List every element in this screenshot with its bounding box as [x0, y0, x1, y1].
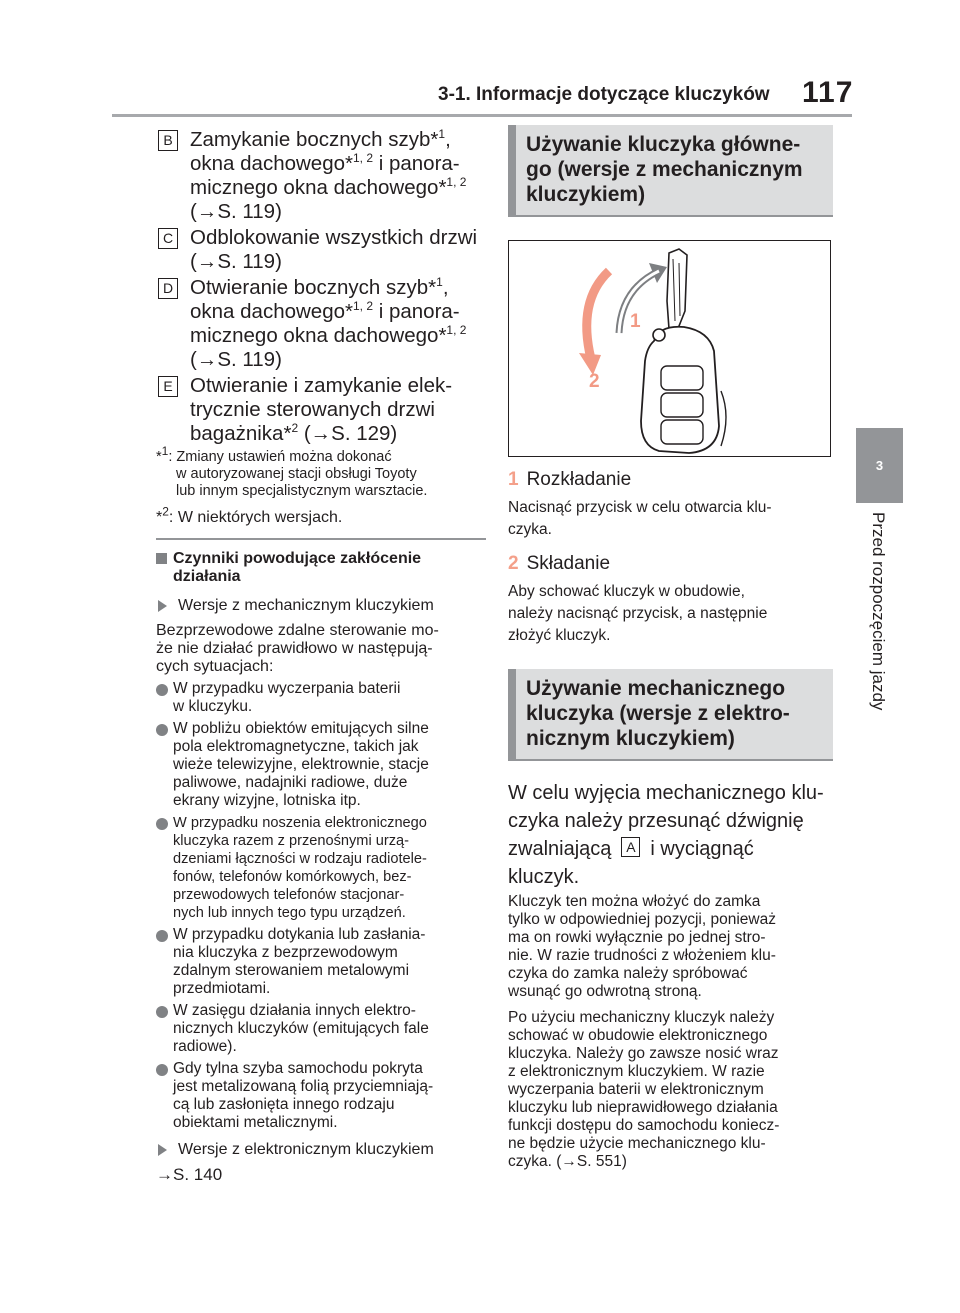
list-item-c — [156, 226, 486, 274]
list-item: Gdy tylna szyba samochodu pokryta jest metalizowaną folią przyciemniają- cą lub zasłonięta innego rodzaju obiektami metalicznymi. — [156, 1060, 486, 1132]
section-divider — [156, 538, 486, 540]
bullet-list — [156, 680, 486, 1132]
item-line: Zamykanie bocznych szyb*$^1$, — [190, 127, 451, 151]
chapter-label: Przed rozpoczęciem jazdy — [869, 512, 888, 711]
letter-marker: E — [158, 376, 178, 397]
chapter-tab — [856, 428, 903, 503]
triangle-arrow-icon — [158, 1144, 167, 1156]
electronic-key-reference: →S. 140 — [156, 1164, 223, 1184]
list-item-e — [156, 374, 486, 446]
paragraph-insertion: Kluczyk ten można włożyć do zamka tylko w odpowiedniej pozycji, ponieważ ma on rowki wyłącznie po jednej stro- nie. W razie trudności z włożeniem klu- czyka do zamka należy spróbować wsunąć go odwrotną stroną. — [508, 893, 776, 1000]
lock-button-icon — [661, 366, 703, 390]
letter-marker: D — [158, 278, 178, 299]
left-column — [156, 128, 486, 1184]
paragraph-storage: Po użyciu mechaniczny kluczyk należy schować w obudowie elektronicznego kluczyka. Należy go zawsze nosić wraz z elektronicznym kluczykiem. W razie wyczerpania baterii w elektronicznym kluczyku lub nieprawidłowego działania funkcji dostępu do samochodu koniecz- ne będzie użycie mechanicznego klu- czyka. (→S. 551) — [508, 1009, 780, 1170]
step-number: 1 — [508, 469, 519, 490]
fold-arrow-icon — [587, 271, 609, 359]
section-heading-mechanical-key: Używanie mechanicznego kluczyka (wersje z elektro- nicznym kluczykiem) — [508, 669, 833, 759]
list-item-b — [156, 128, 486, 224]
list-item-d — [156, 276, 486, 372]
item-ref: (→S. 119) — [190, 200, 282, 223]
page-number: 117 — [802, 76, 854, 109]
letter-marker: B — [158, 130, 178, 151]
trunk-button-icon — [661, 420, 703, 444]
triangle-arrow-icon — [158, 600, 167, 612]
item-line: Odblokowanie wszystkich drzwi — [190, 226, 478, 249]
dot-bullet-icon — [156, 1006, 168, 1018]
list-item: W zasięgu działania innych elektro- nicznych kluczyków (emitujących fale radiowe). — [156, 1002, 486, 1056]
square-bullet-icon — [156, 553, 167, 564]
step-number: 2 — [508, 553, 519, 574]
step-fold — [508, 553, 833, 575]
item-ref: (→S. 119) — [190, 250, 282, 273]
dot-bullet-icon — [156, 1064, 168, 1076]
item-line: okna dachowego*$^{1, 2}$ i panora- — [190, 151, 460, 175]
mechanical-key-heading: Wersje z mechanicznym kluczykiem — [156, 596, 486, 616]
dot-bullet-icon — [156, 930, 168, 942]
step-description: Nacisnąć przycisk w celu otwarcia klu- czyka. — [508, 499, 772, 538]
item-ref: (→S. 119) — [190, 348, 282, 371]
list-item: W przypadku dotykania lub zasłania- nia kluczyka z bezprzewodowym zdalnym sterowaniem metalowymi przedmiotami. — [156, 926, 486, 998]
release-button-icon — [653, 329, 665, 341]
dot-bullet-icon — [156, 724, 168, 736]
list-item: W pobliżu obiektów emitujących silne pola elektromagnetyczne, takich jak wieże telewizyjne, elektrownie, stacje paliwowe, nadajniki radiowe, duże ekrany wizyjne, lotniska itp. — [156, 720, 486, 810]
step-title: Składanie — [526, 553, 611, 574]
key-blade-icon — [667, 249, 687, 331]
right-column — [508, 125, 833, 1171]
step-unfold — [508, 469, 833, 491]
letter-marker: C — [158, 228, 178, 249]
item-line: trycznie sterowanych drzwi — [190, 398, 435, 421]
intro-paragraph: Bezprzewodowe zdalne sterowanie mo- że nie działać prawidłowo w następują- cych sytuacjach: — [156, 621, 439, 675]
footnote-1: *$^1$: Zmiany ustawień można dokonać w autoryzowanej stacji obsługi Toyoty lub innym specjalistycznym warsztacie. — [156, 444, 428, 499]
chapter-number: 3 — [875, 458, 884, 473]
step-description: Aby schować kluczyk w obudowie, należy nacisnąć przycisk, a następnie złożyć kluczyk. — [508, 583, 768, 644]
item-line: Otwieranie bocznych szyb*$^1$, — [190, 275, 449, 299]
header-divider — [112, 114, 852, 117]
footnote-2: *$^2$: W niektórych wersjach. — [156, 504, 343, 526]
item-line: micznego okna dachowego*$^{1, 2}$ — [190, 323, 467, 347]
section-heading-main-key: Używanie kluczyka główne- go (wersje z mechanicznym kluczykiem) — [508, 125, 833, 215]
item-line: micznego okna dachowego*$^{1, 2}$ — [190, 175, 467, 199]
letter-marker: A — [621, 837, 640, 857]
item-line: Otwieranie i zamykanie elek- — [190, 374, 453, 397]
figure-label-1: 1 — [630, 311, 641, 332]
flip-key-diagram — [509, 241, 830, 456]
list-item: W przypadku noszenia elektronicznego kluczyka razem z przenośnymi urzą- dzeniami łączności w rodzaju radiotele- fonów, telefonów komórkowych, bez- przewodowych telefonów stacjonar- nych lub innych tego typu urządzeń. — [156, 814, 486, 922]
item-line: okna dachowego*$^{1, 2}$ i panora- — [190, 299, 460, 323]
item-line: bagażnika*$^2$ (→S. 129) — [190, 421, 398, 445]
step-title: Rozkładanie — [526, 469, 632, 490]
header-section-title: 3-1. Informacje dotyczące kluczyków — [438, 84, 770, 105]
instruction-paragraph: W celu wyjęcia mechanicznego klu- czyka należy przesunąć dźwignię zwalniającą A i wyciągnąć kluczyk. — [508, 782, 824, 888]
electronic-key-heading: Wersje z elektronicznym kluczykiem — [156, 1140, 486, 1160]
subsection-heading: Czynniki powodujące zakłócenie działania — [156, 550, 486, 586]
unlock-button-icon — [661, 393, 703, 417]
heading-underline — [508, 215, 833, 217]
key-illustration — [508, 240, 831, 457]
heading-underline — [508, 759, 833, 761]
figure-label-2: 2 — [589, 371, 600, 392]
dot-bullet-icon — [156, 818, 168, 830]
list-item: W przypadku wyczerpania baterii w kluczyku. — [156, 680, 486, 716]
dot-bullet-icon — [156, 684, 168, 696]
